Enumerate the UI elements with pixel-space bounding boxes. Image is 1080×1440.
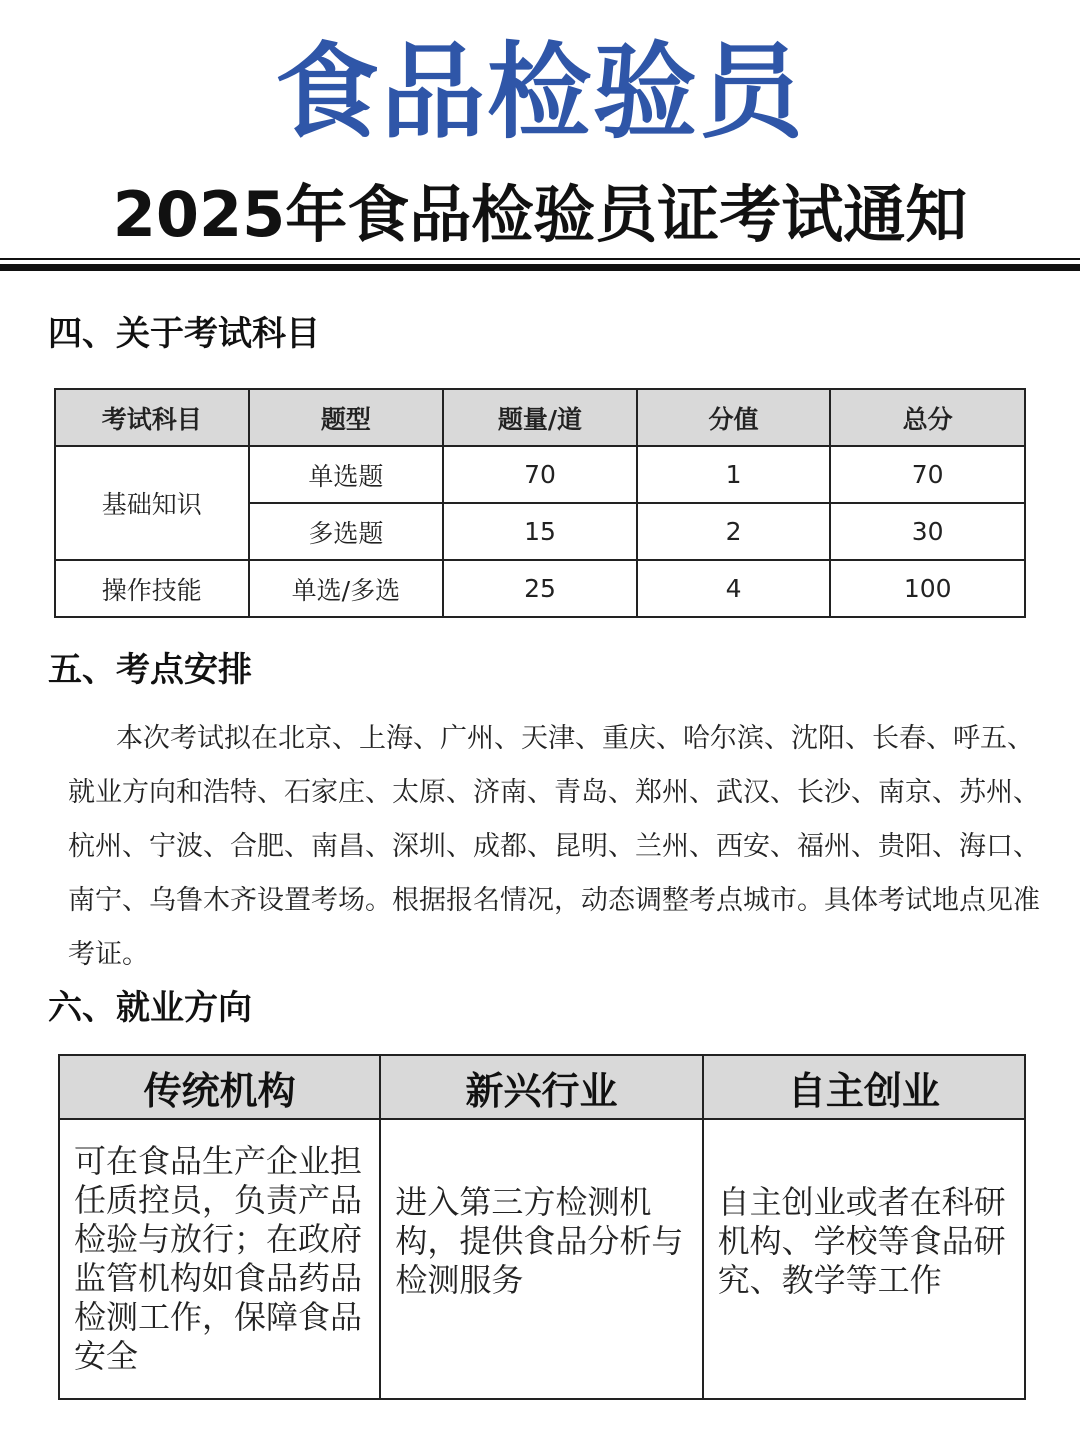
table-header-row [59,1055,1025,1119]
header-divider-thin [0,258,1080,260]
table-row [55,446,1025,503]
column-header: 考试科目 [55,389,249,446]
score-cell: 4 [637,560,831,617]
column-header: 新兴行业 [380,1055,702,1119]
column-header: 自主创业 [703,1055,1025,1119]
header-divider-thick [0,264,1080,271]
total-cell: 70 [830,446,1025,503]
column-header: 总分 [830,389,1025,446]
count-cell: 15 [443,503,637,560]
venue-paragraph: 本次考试拟在北京、上海、广州、天津、重庆、哈尔滨、沈阳、长春、呼五、就业方向和浩特、石家庄、太原、济南、青岛、郑州、武汉、长沙、南京、苏州、杭州、宁波、合肥、南昌、深圳、成都、昆明、兰州、西安、福州、贵阳、海口、南宁、乌鲁木齐设置考场。根据报名情况，动态调整考点城市。具体考试地点见准考证。 [68,723,1040,970]
total-cell: 100 [830,560,1025,617]
career-cell-emerging: 进入第三方检测机构，提供食品分析与检测服务 [380,1119,702,1399]
exam-subject-table [54,388,1026,618]
subject-cell: 操作技能 [55,560,249,617]
section-heading-careers: 六、就业方向 [48,988,252,1028]
count-cell: 70 [443,446,637,503]
career-cell-traditional: 可在食品生产企业担任质控员，负责产品检验与放行；在政府监管机构如食品药品检测工作，保障食品安全 [59,1119,380,1399]
type-cell: 单选/多选 [249,560,444,617]
notice-title: 2025年食品检验员证考试通知 [112,178,968,251]
career-cell-startup: 自主创业或者在科研机构、学校等食品研究、教学等工作 [703,1119,1025,1399]
column-header: 传统机构 [59,1055,380,1119]
column-header: 题量/道 [443,389,637,446]
section-heading-venues: 五、考点安排 [48,650,252,690]
column-header: 题型 [249,389,444,446]
career-direction-table [58,1054,1026,1400]
score-cell: 2 [637,503,831,560]
count-cell: 25 [443,560,637,617]
type-cell: 多选题 [249,503,444,560]
total-cell: 30 [830,503,1025,560]
brand-title: 食品检验员 [274,31,805,153]
table-row [55,560,1025,617]
score-cell: 1 [637,446,831,503]
section-heading-subjects: 四、关于考试科目 [48,314,320,354]
column-header: 分值 [637,389,831,446]
subject-cell: 基础知识 [55,446,249,560]
table-header-row [55,389,1025,446]
type-cell: 单选题 [249,446,444,503]
table-row [59,1119,1025,1399]
